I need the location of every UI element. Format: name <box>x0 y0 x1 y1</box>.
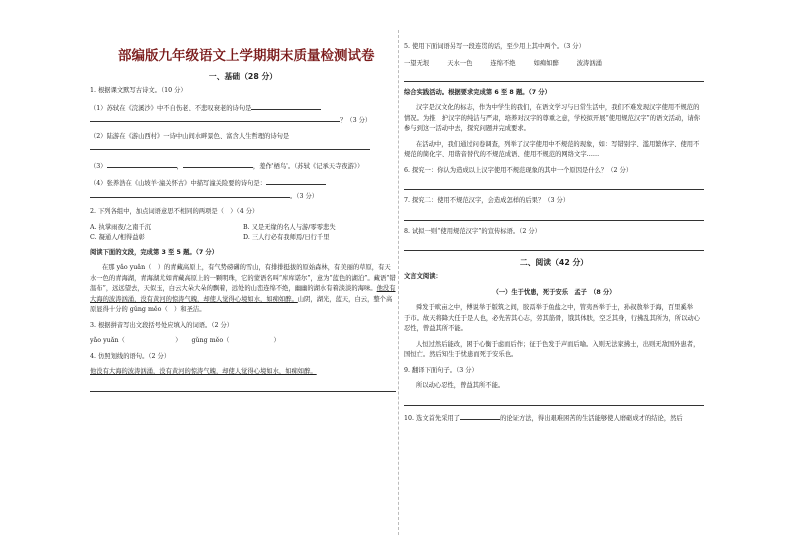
answer-blank[interactable]: gǔng měo（ ） <box>191 337 280 344</box>
question-3-answers <box>90 336 396 347</box>
answer-blank[interactable] <box>251 102 321 110</box>
option-c[interactable]: C. 凝通人/相得益彰 <box>90 234 145 241</box>
left-column <box>90 38 396 398</box>
question-1-4: （4）张养浩在《山坡羊·潼关怀古》中描写潼关险要的诗句是： 。（3 分） <box>90 177 396 202</box>
question-9: 9. 翻译下面句子。（3 分） <box>404 366 478 374</box>
question-5: 5. 使用下面词语另写一段连贯的话，至少用上其中两个。（3 分） <box>404 43 585 50</box>
answer-blank[interactable]: yǎo yuǎn（ ） <box>90 337 182 344</box>
classical-title: （一）生于忧患，死于安乐 孟子 （8 分） <box>492 288 616 296</box>
question-4-sentence: 他没有大海的波涛汹涌，没有黄河的惊涛气魄，却使人觉得心境如水，如痴如醉。 <box>90 368 317 375</box>
page-fold-line <box>398 30 399 535</box>
question-2-options <box>90 223 396 244</box>
question-1-1: （1）苏轼在《浣溪沙》中不自伤老、不悲叹衰老的诗句是 ？（3 分） <box>90 102 396 127</box>
question-2: 2. 下列各组中，加点词语意思不相同的两项是（ ）（4 分） <box>90 208 259 215</box>
answer-line[interactable] <box>90 383 396 392</box>
combined-text-2: 在活动中，我们通过问卷调查，列举了汉字使用中不规范的现象，如：写错别字、滥用繁体字、使用不规范的简化字、用谐音替代的不规范成语、使用不规范的网络文字…… <box>404 140 700 158</box>
question-9-sentence: 所以动心忍性，曾益其所不能。 <box>416 382 505 389</box>
question-7: 7. 探究二：使用不规范汉字，会造成怎样的后果？（3 分） <box>404 197 570 204</box>
word-item: 如痴如醉 <box>533 59 559 67</box>
question-3: 3. 根据拼音写出文段括号处应填入的词语。（2 分） <box>90 321 234 329</box>
question-1-3: （3） ， ，羞作'栖鸟'。（苏轼《记承天寺夜游》） <box>90 160 396 173</box>
reading-passage: 在那 yǎo yuǎn（ ）的青藏高原上，有气势磅礴的雪山，有排排挺拔的原始森林，有美丽的草原，有天水一色的青海湖，青海湖尤如青藏高原上的一颗明珠，它的蒙语名叫“库库诺尔”，意为“蓝色的湖泊”。藏语“错温布”，远远望去，天似玉，白云大朵大朵的飘着，远处的山峦连绵不绝，幽幽的湖水有着淡淡的海味。他没有大海的波涛汹涌，没有黄河的惊涛气魄，却使人觉得心境如水，如痴如醉。山阴，湖光，蓝天，白云，整个高原显得十分的 gǔng měo（ ）和圣洁。 <box>90 264 396 313</box>
answer-blank[interactable] <box>90 190 290 198</box>
option-a[interactable]: A. 执掌雨夜/之南千沉 <box>90 223 152 231</box>
answer-line[interactable] <box>404 242 704 251</box>
combined-text: 汉字是汉文化的标志，作为中学生的我们，在语文学习与日常生活中，我们不难发现汉字使用不规范的情况。为推 护汉字的纯洁与严肃，培养对汉字的尊重之意，学校拟开展“使用规范汉字”的语文活动，请你参与到这一活动中去，探究问题并完成要求。 <box>404 104 701 132</box>
question-1-2: （2）陆游在《游山西村》一诗中山间水畔景色、富含人生哲理的诗句是 <box>90 132 396 155</box>
question-1: 1. 根据课文默写古诗文。（10 分） <box>90 87 187 94</box>
word-list <box>404 58 704 67</box>
word-item: 连绵不绝 <box>490 59 516 67</box>
combined-heading: 综合实践活动。根据要求完成第 6 至 8 题。（7 分） <box>404 88 551 96</box>
answer-line[interactable] <box>404 73 704 82</box>
question-8: 8. 试拟一则“使用规范汉字”的宣传标语。（2 分） <box>404 227 541 235</box>
section-reading-heading: 二、阅读（42 分） <box>519 258 589 267</box>
word-item: 一望无垠 <box>404 59 430 67</box>
answer-line[interactable] <box>404 181 704 190</box>
right-column <box>404 38 704 429</box>
answer-blank[interactable] <box>90 114 340 122</box>
answer-line[interactable] <box>404 212 704 221</box>
answer-line[interactable] <box>404 397 704 406</box>
word-item: 天水一色 <box>447 59 473 67</box>
section-basics-heading: 一、基础（28 分） <box>208 72 278 81</box>
classical-paragraph-2: 人恒过然后能改，困于心衡于虑而后作；征于色发于声而后喻。入则无法家拂士，出则无敌国外患者， 国恒亡。然后知生于忧患而死于安乐也。 <box>404 340 703 358</box>
passage-heading: 阅读下面的文段，完成第 3 至 5 题。（7 分） <box>90 248 219 256</box>
exam-title: 部编版九年级语文上学期期末质量检测试卷 <box>118 48 375 64</box>
answer-blank[interactable] <box>90 142 370 150</box>
answer-blank[interactable] <box>107 160 177 168</box>
option-d[interactable]: D. 三人行必有我师焉/日行千里 <box>243 234 330 241</box>
answer-blank[interactable] <box>460 412 500 420</box>
answer-blank[interactable] <box>183 160 253 168</box>
classical-heading: 文言文阅读： <box>404 273 442 280</box>
word-item: 波涛汹涌 <box>576 59 602 67</box>
question-10: 10. 选文首先采用了 的论证方法，得出艰难困苦的生活能够使人磨砺成才的结论，然后 <box>404 412 704 425</box>
answer-blank[interactable] <box>266 177 326 185</box>
classical-paragraph-1: 舜发于畎亩之中，傅说举于版筑之间，胶鬲举于鱼盐之中，管夷吾举于士，孙叔敖举于海，百里奚举 于市。故天将降大任于是人也，必先苦其心志，劳其筋骨，饿其体肤，空乏其身，行拂乱其所为，所以动心忍性，曾益其所不能。 <box>404 304 700 332</box>
question-4: 4. 仿照划线的语句。（2 分） <box>90 352 171 360</box>
option-b[interactable]: B. 又是无缘的名人与游/零零悲失 <box>243 223 336 231</box>
question-6: 6. 探究一：你认为造成以上汉字使用不规范现象的其中一个原因是什么？（2 分） <box>404 166 633 174</box>
